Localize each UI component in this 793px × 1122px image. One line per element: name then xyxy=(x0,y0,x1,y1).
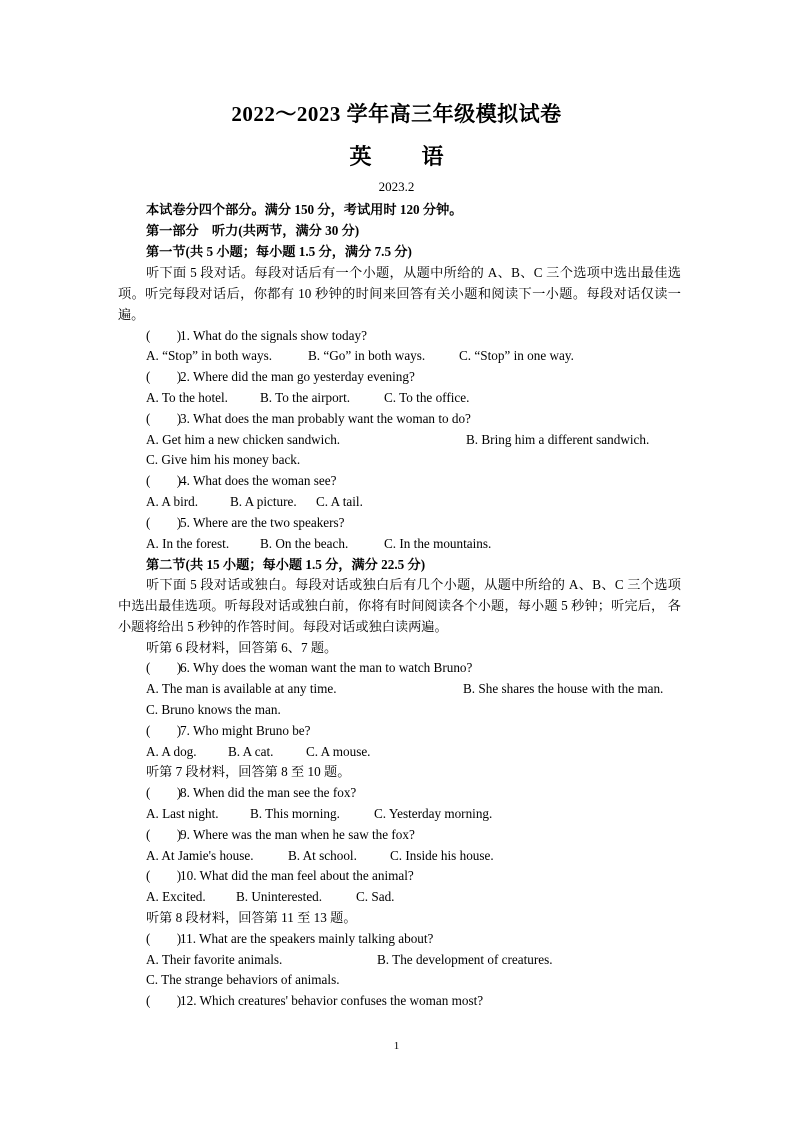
question-11 xyxy=(146,929,433,949)
question-text: 7. Who might Bruno be? xyxy=(180,723,311,738)
option-a: A. Excited. xyxy=(146,889,206,904)
option-a: A. To the hotel. xyxy=(146,390,228,405)
option-b: B. Uninterested. xyxy=(236,889,323,904)
option-c: C. Sad. xyxy=(356,889,395,904)
option-b: B. A picture. xyxy=(230,494,297,509)
answer-blank[interactable]: ( ) xyxy=(146,660,182,675)
option-c: C. Bruno knows the man. xyxy=(146,702,281,717)
option-a: A. Their favorite animals. xyxy=(146,952,283,967)
answer-blank[interactable]: ( ) xyxy=(146,827,182,842)
option-c: C. The strange behaviors of animals. xyxy=(146,972,340,987)
material-8-note: 听第 8 段材料，回答第 11 至 13 题。 xyxy=(146,910,357,925)
option-b: B. To the airport. xyxy=(260,390,351,405)
question-10 xyxy=(146,866,414,886)
question-text: 10. What did the man feel about the animal? xyxy=(180,868,414,883)
option-a: A. “Stop” in both ways. xyxy=(146,348,273,363)
section2-instructions: 听下面 5 段对话或独白。每段对话或独白后有几个小题，从题中所给的 A、B、C 三个选项 中选出最佳选项。听每段对话或独白前，你将有时间阅读各个小题，每小题 5 秒钟；听完后， 各小题将给出 5 秒钟的作答时间。每段对话或独白读两遍。 xyxy=(118,577,681,634)
option-a: A. A dog. xyxy=(146,744,197,759)
option-b: B. At school. xyxy=(288,848,357,863)
subject-heading xyxy=(0,140,793,171)
answer-blank[interactable]: ( ) xyxy=(146,473,182,488)
question-text: 3. What does the man probably want the woman to do? xyxy=(180,411,471,426)
answer-blank[interactable]: ( ) xyxy=(146,785,182,800)
options-2 xyxy=(146,388,469,408)
question-text: 1. What do the signals show today? xyxy=(180,328,367,343)
options-1 xyxy=(146,346,574,366)
option-a: A. In the forest. xyxy=(146,536,230,551)
options-6-c xyxy=(146,700,281,720)
answer-blank[interactable]: ( ) xyxy=(146,369,182,384)
question-text: 4. What does the woman see? xyxy=(180,473,337,488)
options-11-c xyxy=(146,970,340,990)
option-c: C. Give him his money back. xyxy=(146,452,301,467)
section1-instructions: 听下面 5 段对话。每段对话后有一个小题，从题中所给的 A、B、C 三个选项中选出最佳选项。听完每段对话后，你都有 10 秒钟的时间来回答有关小题和阅读下一小题。每段对话仅读一遍。 xyxy=(118,265,681,322)
question-text: 11. What are the speakers mainly talking about? xyxy=(180,931,434,946)
question-6 xyxy=(146,658,472,678)
question-text: 5. Where are the two speakers? xyxy=(180,515,345,530)
intro-line: 本试卷分四个部分。满分 150 分，考试用时 120 分钟。 xyxy=(146,202,463,217)
question-12 xyxy=(146,991,483,1011)
answer-blank[interactable]: ( ) xyxy=(146,723,182,738)
option-c: C. To the office. xyxy=(384,390,470,405)
answer-blank[interactable]: ( ) xyxy=(146,993,182,1008)
options-4 xyxy=(146,492,363,512)
question-7 xyxy=(146,721,311,741)
part1-heading: 第一部分 听力(共两节，满分 30 分) xyxy=(146,223,360,238)
option-c: C. Yesterday morning. xyxy=(374,806,493,821)
option-a: A. The man is available at any time. xyxy=(146,681,337,696)
options-9 xyxy=(146,846,494,866)
page-number: 1 xyxy=(393,1040,400,1052)
answer-blank[interactable]: ( ) xyxy=(146,328,182,343)
question-1 xyxy=(146,326,367,346)
question-5 xyxy=(146,513,345,533)
material-7-note: 听第 7 段材料，回答第 8 至 10 题。 xyxy=(146,764,351,779)
options-7 xyxy=(146,742,370,762)
question-2 xyxy=(146,367,415,387)
material-6-note: 听第 6 段材料，回答第 6、7 题。 xyxy=(146,640,338,655)
options-3-c xyxy=(146,450,300,470)
answer-blank[interactable]: ( ) xyxy=(146,931,182,946)
options-11 xyxy=(146,950,553,970)
subject-char-2: 语 xyxy=(421,144,444,169)
section2-heading: 第二节(共 15 小题；每小题 1.5 分，满分 22.5 分) xyxy=(146,557,426,572)
option-a: A. A bird. xyxy=(146,494,199,509)
answer-blank[interactable]: ( ) xyxy=(146,411,182,426)
question-text: 2. Where did the man go yesterday evening? xyxy=(180,369,415,384)
answer-blank[interactable]: ( ) xyxy=(146,868,182,883)
option-b: B. A cat. xyxy=(228,744,274,759)
question-9 xyxy=(146,825,415,845)
page-title: 2022～2023 学年高三年级模拟试卷 xyxy=(231,102,562,126)
question-text: 12. Which creatures' behavior confuses the woman most? xyxy=(180,993,484,1008)
option-b: B. She shares the house with the man. xyxy=(463,681,664,696)
question-3 xyxy=(146,409,471,429)
question-text: 9. Where was the man when he saw the fox? xyxy=(180,827,415,842)
options-8 xyxy=(146,804,492,824)
option-b: B. Bring him a different sandwich. xyxy=(466,432,650,447)
option-b: B. The development of creatures. xyxy=(377,952,553,967)
options-6 xyxy=(146,679,663,699)
option-c: C. A mouse. xyxy=(306,744,371,759)
option-c: C. Inside his house. xyxy=(390,848,494,863)
options-10 xyxy=(146,887,394,907)
option-a: A. Get him a new chicken sandwich. xyxy=(146,432,341,447)
option-b: B. On the beach. xyxy=(260,536,349,551)
option-c: C. In the mountains. xyxy=(384,536,492,551)
option-b: B. “Go” in both ways. xyxy=(308,348,426,363)
option-c: C. “Stop” in one way. xyxy=(459,348,574,363)
question-8 xyxy=(146,783,356,803)
question-text: 6. Why does the woman want the man to watch Bruno? xyxy=(180,660,473,675)
option-c: C. A tail. xyxy=(316,494,363,509)
option-b: B. This morning. xyxy=(250,806,340,821)
options-5 xyxy=(146,534,491,554)
option-a: A. At Jamie's house. xyxy=(146,848,254,863)
question-text: 8. When did the man see the fox? xyxy=(180,785,357,800)
exam-date: 2023.2 xyxy=(378,179,415,194)
subject-char-1: 英 xyxy=(349,144,372,169)
option-a: A. Last night. xyxy=(146,806,219,821)
answer-blank[interactable]: ( ) xyxy=(146,515,182,530)
options-3 xyxy=(146,430,649,450)
question-4 xyxy=(146,471,337,491)
section1-heading: 第一节(共 5 小题；每小题 1.5 分，满分 7.5 分) xyxy=(146,244,412,259)
